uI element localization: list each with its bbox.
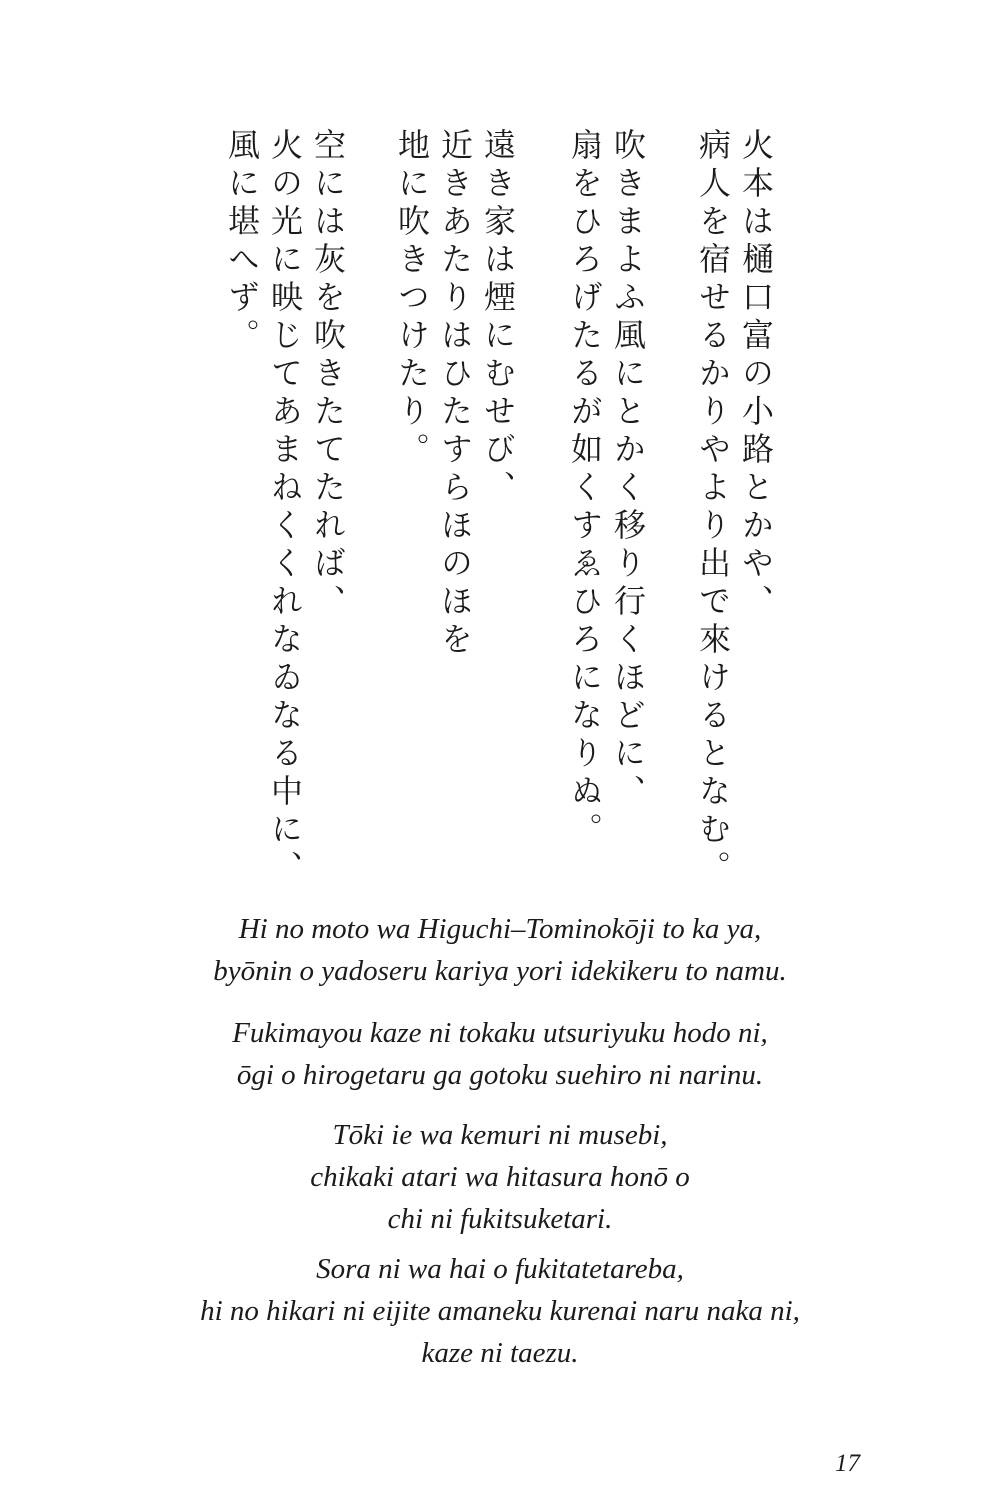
- romaji-line: hi no hikari ni eijite amaneku kurenai naru naka ni,: [200, 1295, 800, 1327]
- japanese-column-10: 風に堪へず。: [223, 128, 261, 356]
- japanese-column-5: 遠き家は煙にむせび、: [479, 128, 517, 508]
- romaji-stanza-2: [100, 1012, 900, 1096]
- romaji-stanza-3: [100, 1114, 900, 1240]
- romaji-line: kaze ni taezu.: [421, 1337, 579, 1369]
- japanese-column-3: 吹きまよふ風にとかく移り行くほどに、: [609, 128, 647, 812]
- japanese-column-8: 空には灰を吹きたてたれば、: [309, 128, 347, 622]
- japanese-column-2: 病人を宿せるかりやより出で來けるとなむ。: [694, 128, 732, 888]
- romaji-line: Sora ni wa hai o fukitatetareba,: [316, 1253, 684, 1285]
- japanese-column-7: 地に吹きつけたり。: [393, 128, 431, 470]
- japanese-column-4: 扇をひろげたるが如くすゑひろになりぬ。: [566, 128, 604, 850]
- japanese-text-block: [215, 128, 785, 888]
- romaji-line: chikaki atari wa hitasura honō o: [310, 1161, 690, 1193]
- romaji-stanza-1: [100, 908, 900, 992]
- japanese-column-6: 近きあたりはひたすらほのほを: [436, 128, 474, 660]
- romaji-line: Fukimayou kaze ni tokaku utsuriyuku hodo ni,: [232, 1017, 768, 1049]
- romaji-line: byōnin o yadoseru kariya yori idekikeru to namu.: [213, 955, 787, 987]
- japanese-column-9: 火の光に映じてあまねくくれなゐなる中に、: [266, 128, 304, 888]
- japanese-column-1: 火本は樋口富の小路とかや、: [737, 128, 775, 622]
- romaji-line: ōgi o hirogetaru ga gotoku suehiro ni narinu.: [236, 1059, 764, 1091]
- romaji-line: Hi no moto wa Higuchi–Tominokōji to ka ya,: [238, 913, 762, 945]
- romaji-stanza-4: [100, 1248, 900, 1374]
- romaji-line: chi ni fukitsuketari.: [387, 1203, 613, 1235]
- page-number: 17: [835, 1450, 860, 1477]
- romaji-line: Tōki ie wa kemuri ni musebi,: [332, 1119, 668, 1151]
